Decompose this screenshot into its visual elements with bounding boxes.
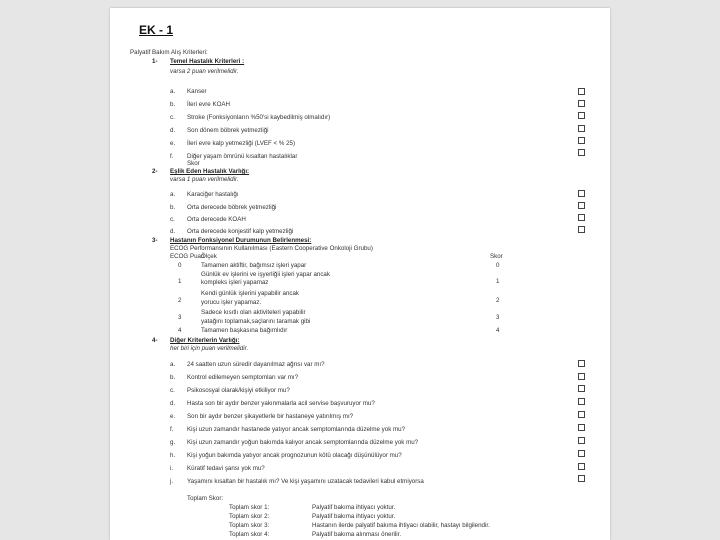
s4-item-checkbox[interactable] — [578, 398, 585, 405]
ecog-skor: 3 — [496, 314, 500, 321]
s4-item-checkbox[interactable] — [578, 411, 585, 418]
s1-item-checkbox[interactable] — [578, 112, 585, 119]
ecog-puan: 0 — [178, 262, 182, 269]
s1-item-text: Diğer yaşam ömrünü kısaltan hastalıklar — [187, 153, 298, 160]
ecog-puan: 2 — [178, 297, 182, 304]
s1-item-checkbox[interactable] — [578, 88, 585, 95]
s4-item-text: Kişi uzun zamandır hastanede yatıyor ancak semptomlarında düzelme yok mu? — [187, 426, 406, 433]
s1-item-checkbox[interactable] — [578, 125, 585, 132]
total-score-label: Toplam skor 4: — [229, 531, 270, 538]
section1-number: 1- — [152, 58, 158, 65]
ecog-skor: 4 — [496, 327, 500, 334]
s4-item-letter: f. — [170, 426, 174, 433]
ecog-header-olcek: Ölçek — [201, 253, 217, 260]
s2-item-letter: d. — [170, 228, 176, 235]
s4-item-letter: g. — [170, 439, 176, 446]
section3-number: 3- — [152, 237, 158, 244]
section2-number: 2- — [152, 168, 158, 175]
s1-item-text: Son dönem böbrek yetmezliği — [187, 127, 269, 134]
s1-item-letter: e. — [170, 140, 176, 147]
total-score-text: Palyatif bakıma ihtiyacı yoktur. — [312, 504, 396, 511]
s1-item-letter: b. — [170, 101, 176, 108]
section2-heading: Eşlik Eden Hastalık Varlığı: — [170, 168, 250, 175]
s1-item-letter: a. — [170, 88, 176, 95]
s4-item-checkbox[interactable] — [578, 437, 585, 444]
ecog-puan: 1 — [178, 278, 182, 285]
s2-item-letter: a. — [170, 191, 176, 198]
s4-item-letter: h. — [170, 452, 176, 459]
total-score-label: Toplam skor 1: — [229, 504, 270, 511]
ecog-puan: 4 — [178, 327, 182, 334]
s2-item-checkbox[interactable] — [578, 226, 585, 233]
ecog-scale-text: yorucu işler yapamaz. — [201, 299, 262, 306]
s4-item-text: Küratif tedavi şansı yok mu? — [187, 465, 265, 472]
ecog-skor: 0 — [496, 262, 500, 269]
s4-item-text: Hasta son bir aydır benzer yakınmalarla acil servise başvuruyor mu? — [187, 400, 375, 407]
s4-item-text: Yaşamını kısaltan bir hastalık mı? Ve kişi yaşamını uzatacak tedavileri kabul etmiyorsa — [187, 478, 424, 485]
s1-item-checkbox[interactable] — [578, 137, 585, 144]
s4-item-text: 24 saatten uzun süredir dayanılmaz ağrısı var mı? — [187, 361, 325, 368]
s4-item-letter: j. — [170, 478, 174, 485]
s4-item-text: Son bir aydır benzer şikayetlerle bir hastaneye yatırılmış mı? — [187, 413, 354, 420]
s4-item-checkbox[interactable] — [578, 475, 585, 482]
s4-item-checkbox[interactable] — [578, 463, 585, 470]
s1-item-checkbox[interactable] — [578, 149, 585, 156]
s4-item-checkbox[interactable] — [578, 373, 585, 380]
total-score-heading: Toplam Skor: — [187, 495, 224, 502]
ecog-scale-text: Kendi günlük işlerini yapabilir ancak — [201, 290, 300, 297]
s4-item-checkbox[interactable] — [578, 424, 585, 431]
s4-item-letter: c. — [170, 387, 175, 394]
ecog-scale-text: Tamamen başkasına bağımlıdır — [201, 327, 288, 334]
s1-item-text: Stroke (Fonksiyonların %50'si kaybedilmiş olmalıdır) — [187, 114, 331, 121]
s2-item-text: Karaciğer hastalığı — [187, 191, 239, 198]
s2-item-text: Orta derecede böbrek yetmezliği — [187, 204, 277, 211]
ecog-scale-text: Sadece kısıtlı olan aktiviteleri yapabilir — [201, 309, 306, 316]
s4-item-letter: i. — [170, 465, 174, 472]
s1-skor-label: Skor — [187, 160, 200, 167]
ecog-puan: 3 — [178, 314, 182, 321]
s1-item-text: İleri evre kalp yetmezliği (LVEF < % 25) — [187, 140, 296, 147]
s4-item-text: Kontrol edilemeyen semptomları var mı? — [187, 374, 299, 381]
s4-item-letter: e. — [170, 413, 176, 420]
s4-item-letter: d. — [170, 400, 176, 407]
total-score-text: Palyatif bakıma ihtiyacı yoktur. — [312, 513, 396, 520]
ecog-scale-text: yatağını toplamak,saçlarını taramak gibi — [201, 318, 311, 325]
ecog-scale-text: Günlük ev işlerini ve işyerliğii işleri yapar ancak — [201, 271, 330, 278]
s1-item-letter: f. — [170, 153, 174, 160]
s1-item-text: Kanser — [187, 88, 207, 95]
ecog-skor: 1 — [496, 278, 500, 285]
s4-item-checkbox[interactable] — [578, 385, 585, 392]
s1-item-letter: d. — [170, 127, 176, 134]
document-page — [110, 8, 610, 540]
s4-item-letter: a. — [170, 361, 176, 368]
s2-item-text: Orta derecede konjestif kalp yetmezliği — [187, 228, 294, 235]
section1-note: varsa 2 puan verilmelidir. — [170, 68, 239, 75]
section1-heading: Temel Hastalık Kriterleri : — [170, 58, 245, 65]
s2-item-letter: b. — [170, 204, 176, 211]
s4-item-letter: b. — [170, 374, 176, 381]
s1-item-text: İleri evre KOAH — [187, 101, 230, 108]
section4-note: her biri için puan verilmelidir. — [170, 345, 249, 352]
s1-item-letter: c. — [170, 114, 175, 121]
total-score-label: Toplam skor 2: — [229, 513, 270, 520]
ecog-scale-text: Tamamen aktiftir, bağımsız işleri yapar — [201, 262, 307, 269]
s2-item-checkbox[interactable] — [578, 214, 585, 221]
ecog-header-puan: ECOG Puan — [170, 253, 205, 260]
ecog-header-skor: Skor — [490, 253, 503, 260]
total-score-text: Hastanın ilerde palyatif bakıma ihtiyacı olabilir, hastayı bilgilendir. — [312, 522, 490, 529]
section3-note: ECOG Performansının Kullanılması (Eastern Cooperative Onkoloji Grubu) — [170, 245, 373, 252]
section3-heading: Hastanın Fonksiyonel Durumunun Belirlenmesi: — [170, 237, 312, 244]
total-score-label: Toplam skor 3: — [229, 522, 270, 529]
s2-item-checkbox[interactable] — [578, 190, 585, 197]
s2-item-checkbox[interactable] — [578, 202, 585, 209]
s4-item-text: Psikososyal olarak/kişiyi etkiliyor mu? — [187, 387, 290, 394]
s2-item-text: Orta derecede KOAH — [187, 216, 246, 223]
section4-heading: Diğer Kriterlerin Varlığı: — [170, 337, 240, 344]
ecog-skor: 2 — [496, 297, 500, 304]
section4-number: 4- — [152, 337, 158, 344]
s4-item-checkbox[interactable] — [578, 450, 585, 457]
intro-text: Palyatif Bakım Alış Kriterleri: — [130, 49, 208, 56]
s1-item-checkbox[interactable] — [578, 100, 585, 107]
page-title: EK - 1 — [139, 23, 174, 37]
total-score-text: Palyatif bakıma alınması önerilir. — [312, 531, 402, 538]
s2-item-letter: c. — [170, 216, 175, 223]
s4-item-text: Kişi uzun zamandır yoğun bakımda kalıyor ancak semptomlarında düzelme yok mu? — [187, 439, 419, 446]
s4-item-text: Kişi yoğun bakımda yatıyor ancak prognozunun kötü olacağı düşünülüyor mu? — [187, 452, 402, 459]
s4-item-checkbox[interactable] — [578, 360, 585, 367]
section2-note: varsa 1 puan verilmelidir. — [170, 176, 239, 183]
ecog-scale-text: kompleks işleri yapamaz — [201, 279, 269, 286]
